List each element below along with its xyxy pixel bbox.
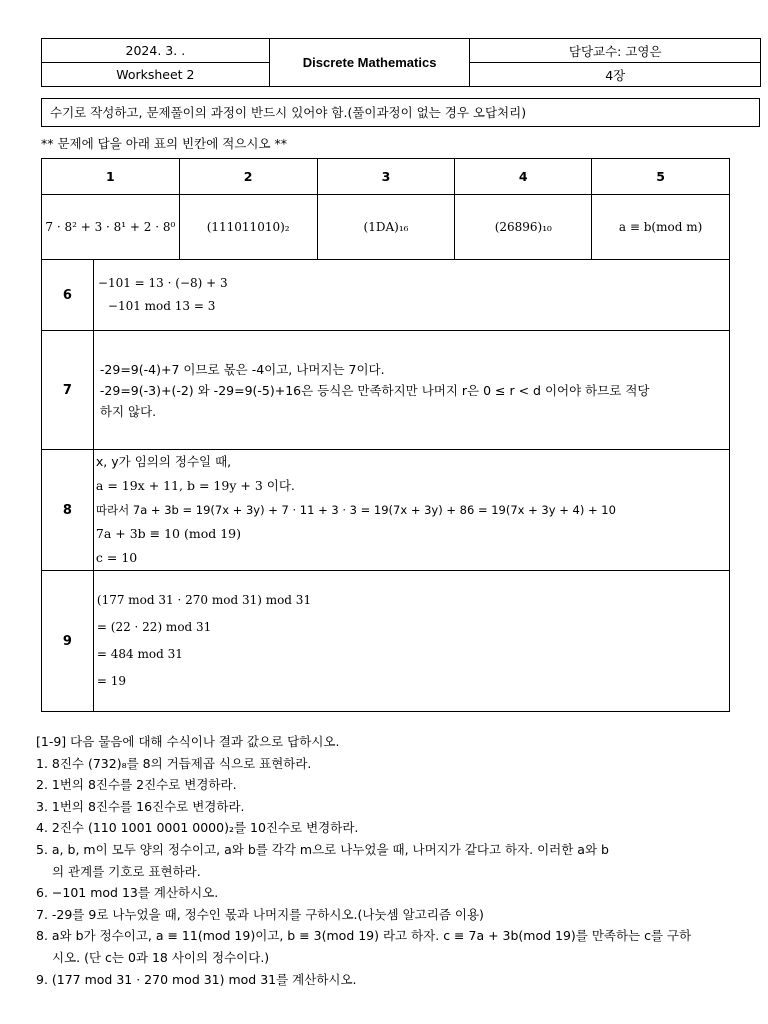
question-5: 5. a, b, m이 모두 양의 정수이고, a와 b를 각각 m으로 나누었을 때, 나머지가 같다고 하자. 이러한 a와 b xyxy=(36,841,609,857)
row-number-9: 9 xyxy=(42,571,94,712)
row-number-8: 8 xyxy=(42,450,94,571)
col-header-1: 1 xyxy=(42,159,180,195)
answer-6-line: −101 mod 13 = 3 xyxy=(107,299,216,313)
question-7: 7. -29를 9로 나누었을 때, 정수인 몫과 나머지를 구하시오.(나눗셈 알고리즘 이용) xyxy=(36,906,484,922)
question-8-continued: 시오. (단 c는 0과 18 사이의 정수이다.) xyxy=(52,949,270,965)
answer-9-line: = 484 mod 31 xyxy=(96,647,183,661)
answer-5: a ≡ b(mod m) xyxy=(592,195,730,260)
answer-row-1-5 xyxy=(42,195,730,260)
question-3: 3. 1번의 8진수를 16진수로 변경하라. xyxy=(36,798,245,814)
answer-7-line: 하지 않다. xyxy=(99,403,157,419)
question-list xyxy=(36,731,736,990)
answer-row-8 xyxy=(42,450,730,571)
col-header-5: 5 xyxy=(592,159,730,195)
row-number-6: 6 xyxy=(42,260,94,331)
answer-table xyxy=(41,158,730,712)
answer-9 xyxy=(93,571,729,712)
answer-row-6 xyxy=(42,260,730,331)
submission-note: 수기로 작성하고, 문제풀이의 과정이 반드시 있어야 함.(풀이과정이 없는 경우 오답처리) xyxy=(41,98,760,127)
answer-header-row xyxy=(42,159,730,195)
professor-cell: 담당교수: 고영은 xyxy=(470,39,761,63)
header-table xyxy=(41,38,761,87)
question-4: 4. 2진수 (110 1001 0001 0000)₂를 10진수로 변경하라. xyxy=(36,820,359,836)
date-cell: 2024. 3. . xyxy=(42,39,270,63)
worksheet-cell: Worksheet 2 xyxy=(42,63,270,87)
answer-9-line: (177 mod 31 · 270 mod 31) mod 31 xyxy=(96,593,312,607)
answer-3: (1DA)₁₆ xyxy=(317,195,455,260)
col-header-2: 2 xyxy=(179,159,317,195)
row-number-7: 7 xyxy=(42,331,94,450)
question-5-continued: 의 관계를 기호로 표현하라. xyxy=(52,863,201,879)
answer-8-line: 따라서 7a + 3b = 19(7x + 3y) + 7 · 11 + 3 · 3 = 19(7x + 3y) + 86 = 19(7x + 3y + 4) + 10 xyxy=(95,503,616,517)
answer-7-line: -29=9(-4)+7 이므로 몫은 -4이고, 나머지는 7이다. xyxy=(99,361,385,377)
chapter-cell: 4장 xyxy=(470,63,761,87)
answer-8-line: c = 10 xyxy=(95,550,138,565)
course-title: Discrete Mathematics xyxy=(269,39,470,87)
answer-7 xyxy=(93,331,729,450)
question-2: 2. 1번의 8진수를 2진수로 변경하라. xyxy=(36,777,237,793)
answer-8-line: a = 19x + 11, b = 19y + 3 이다. xyxy=(95,478,295,493)
col-header-3: 3 xyxy=(317,159,455,195)
col-header-4: 4 xyxy=(455,159,592,195)
answer-row-9 xyxy=(42,571,730,712)
answer-9-line: = 19 xyxy=(96,674,127,688)
questions-intro: [1-9] 다음 물음에 대해 수식이나 결과 값으로 답하시오. xyxy=(36,734,340,749)
answer-1: 7 · 8² + 3 · 8¹ + 2 · 8⁰ xyxy=(42,195,180,260)
answer-7-line: -29=9(-3)+(-2) 와 -29=9(-5)+16은 등식은 만족하지만 나머지 r은 0 ≤ r < d 이어야 하므로 적당 xyxy=(99,382,650,398)
question-1: 1. 8진수 (732)₈를 8의 거듭제곱 식으로 표현하라. xyxy=(36,755,312,771)
question-8: 8. a와 b가 정수이고, a ≡ 11(mod 19)이고, b ≡ 3(mod 19) 라고 하자. c ≡ 7a + 3b(mod 19)를 만족하는 c를 구하 xyxy=(36,928,692,944)
answer-row-7 xyxy=(42,331,730,450)
answer-instruction: ** 문제에 답을 아래 표의 빈칸에 적으시오 ** xyxy=(41,136,288,151)
answer-2: (111011010)₂ xyxy=(179,195,317,260)
answer-6 xyxy=(93,260,729,331)
answer-6-line: −101 = 13 · (−8) + 3 xyxy=(97,276,228,290)
answer-9-line: = (22 · 22) mod 31 xyxy=(96,620,212,634)
answer-4: (26896)₁₀ xyxy=(455,195,592,260)
answer-8-line: x, y가 임의의 정수일 때, xyxy=(95,454,232,469)
question-6: 6. −101 mod 13를 계산하시오. xyxy=(36,885,219,901)
answer-8 xyxy=(93,450,729,571)
answer-8-line: 7a + 3b ≡ 10 (mod 19) xyxy=(95,526,241,541)
question-9: 9. (177 mod 31 · 270 mod 31) mod 31를 계산하시오. xyxy=(36,971,357,987)
